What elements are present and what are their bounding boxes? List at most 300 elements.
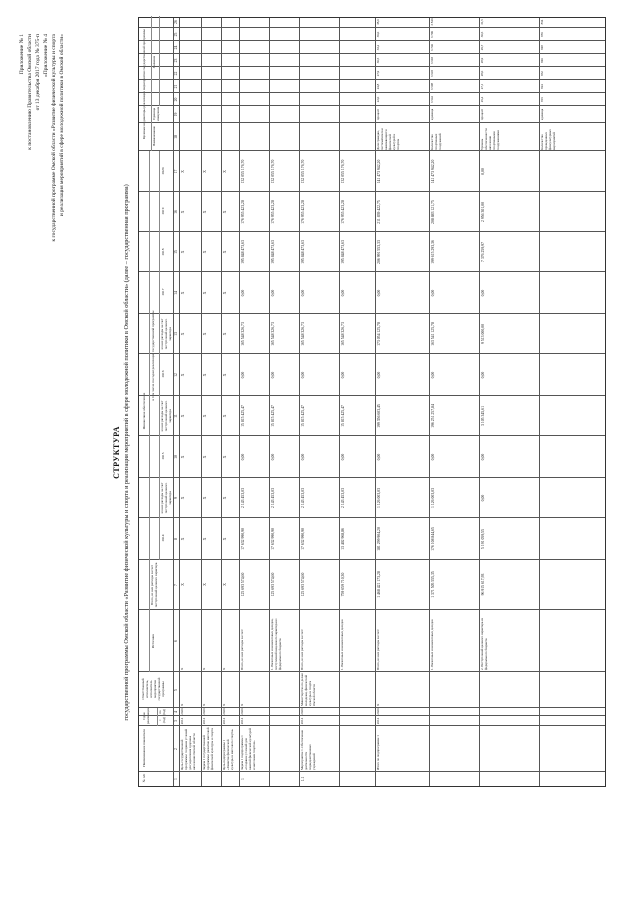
row-year-value: Х bbox=[181, 170, 185, 173]
row-name: Мероприятие 1. Обеспечение деятельности подведомственных учреждений bbox=[300, 729, 316, 770]
column-number: 2 bbox=[174, 748, 178, 750]
column-divider bbox=[139, 191, 605, 192]
indicator-value: 27,1 bbox=[480, 83, 484, 90]
column-divider bbox=[139, 79, 605, 80]
indicator-value: 27,9 bbox=[376, 70, 380, 77]
column-number: 26 bbox=[174, 20, 178, 24]
row-year-value: Х bbox=[203, 170, 207, 173]
row-source: 1. Налоговых и неналоговых доходов bbox=[340, 619, 344, 670]
header-year-2014: 2014 bbox=[161, 534, 165, 542]
row-year-value: 141 473 942,20 bbox=[377, 159, 381, 184]
column-number: 15 bbox=[174, 250, 178, 254]
row-to: 2020 bbox=[300, 708, 304, 715]
row-year-value: 0,00 bbox=[271, 453, 275, 461]
header-ind-value: Значение bbox=[152, 55, 156, 69]
indicator-value: 3 740 bbox=[430, 43, 434, 52]
column-number: 7 bbox=[174, 584, 178, 586]
column-number: 13 bbox=[174, 332, 178, 336]
indicator-unit: единица bbox=[430, 108, 434, 121]
column-divider bbox=[139, 715, 605, 716]
row-year-value: 17 632 990,90 bbox=[271, 528, 275, 550]
row-year-value: Х bbox=[181, 537, 185, 541]
header-indicators: Целевые индикаторы реализации мероприятия государственной программы bbox=[142, 29, 146, 139]
row-year-value: 0,00 bbox=[241, 289, 245, 297]
row-to: 2020 bbox=[376, 708, 380, 715]
column-number: 24 bbox=[174, 45, 178, 50]
row-total: 125 693 574,60 bbox=[301, 572, 305, 597]
indicator-value: 3 598 bbox=[430, 82, 434, 91]
row-num bbox=[223, 773, 238, 785]
row-year-value: Х bbox=[203, 414, 207, 418]
header-num: № п/п bbox=[142, 773, 146, 783]
column-number: 3 bbox=[174, 720, 178, 722]
row-name: Задача 1 подпрограммы 1 «Создание условий для занятий физической культурой и массовым спортом» bbox=[240, 728, 256, 770]
header-subdivider bbox=[149, 151, 150, 672]
row-divider bbox=[269, 18, 270, 786]
row-year-value: 181 299 904,20 bbox=[377, 527, 381, 551]
row-year-value: 165 548 326,73 bbox=[341, 322, 345, 346]
row-name bbox=[341, 727, 374, 770]
indicator-value: 22,0 bbox=[376, 96, 380, 103]
row-year-value: 1 126 003,03 bbox=[377, 488, 381, 508]
row-num bbox=[377, 773, 428, 785]
row-year-value: 0,00 bbox=[481, 453, 485, 461]
row-total: 96 915 617,93 bbox=[481, 573, 485, 596]
row-num bbox=[203, 773, 220, 785]
header-ind-name: Наименование bbox=[152, 126, 156, 146]
column-divider bbox=[139, 395, 605, 396]
row-year-value: 15 815 425,47 bbox=[241, 405, 245, 427]
header-year-2020: 2020 bbox=[161, 167, 165, 175]
row-divider bbox=[221, 18, 222, 786]
column-number: 23 bbox=[174, 58, 178, 63]
row-year-value: 13 402 968,86 bbox=[341, 528, 345, 550]
column-number: 20 bbox=[174, 97, 178, 102]
indicator-value: 33,2 bbox=[376, 44, 380, 51]
row-from: 2014 bbox=[180, 717, 184, 725]
indicator-value: 26,4 bbox=[480, 96, 484, 103]
title-sub: государственной программы Омской области «Развитие физической культуры и спорта и реализация мероприятий в сфере молодежной политики в Омской области» (далее – государственная программа) bbox=[123, 184, 130, 721]
indicator-unit: процент bbox=[480, 108, 484, 121]
row-year-value: 196 251 257,84 bbox=[431, 404, 435, 428]
header-finance: Финансовое обеспечение bbox=[142, 392, 146, 430]
row-year-value: 7 376 259,97 bbox=[481, 242, 485, 262]
row-year-value: 0,00 bbox=[377, 453, 381, 461]
indicator-value: 824 bbox=[540, 84, 544, 89]
row-num bbox=[481, 773, 538, 785]
annex-line: «Приложение № 4 bbox=[43, 34, 49, 78]
row-year-value: 176 955 423,28 bbox=[271, 200, 275, 224]
row-to bbox=[431, 708, 478, 715]
row-year-value: Х bbox=[223, 496, 227, 500]
row-divider bbox=[239, 18, 240, 786]
row-name bbox=[481, 727, 538, 770]
column-divider bbox=[139, 150, 605, 151]
row-num bbox=[341, 773, 374, 785]
header-name: Наименование показателя bbox=[142, 729, 146, 767]
header-year-2017: 2017 bbox=[161, 288, 165, 296]
row-from: 2014 bbox=[202, 717, 206, 725]
column-divider bbox=[139, 517, 605, 518]
document-title bbox=[112, 0, 130, 905]
row-year-value: 165 548 326,73 bbox=[301, 322, 305, 346]
row-num: 1.1 bbox=[301, 776, 305, 782]
row-total: 125 693 574,60 bbox=[271, 572, 275, 597]
row-year-value: 176 955 423,28 bbox=[341, 200, 345, 224]
row-year-value: 1 126 003,03 bbox=[431, 488, 435, 508]
row-year-value: 0,00 bbox=[377, 371, 381, 379]
column-divider bbox=[139, 671, 605, 672]
row-year-value: 15 815 425,47 bbox=[271, 405, 275, 427]
row-year-value: 17 632 990,90 bbox=[301, 528, 305, 550]
row-year-value: 195 848 473,63 bbox=[341, 240, 345, 264]
row-year-value: Х bbox=[203, 332, 207, 336]
row-executor: Х bbox=[180, 703, 184, 706]
row-year-value: 176 108 844,65 bbox=[431, 527, 435, 551]
row-year-value: 15 815 425,47 bbox=[301, 405, 305, 427]
header-term: Срок реализации bbox=[142, 707, 150, 724]
structure-table bbox=[138, 17, 606, 787]
annex-line: и реализация мероприятий в сфере молодежной политики в Омской области» bbox=[59, 34, 65, 217]
header-target-2014: из них расходы за счет поступлений целевого характера bbox=[160, 482, 172, 514]
header-target-2015: из них расходы за счет поступлений целевого характера bbox=[160, 400, 172, 432]
row-year-value: Х bbox=[223, 414, 227, 418]
column-number: 5 bbox=[174, 689, 178, 691]
row-total: 125 693 574,60 bbox=[241, 572, 245, 597]
header-divider bbox=[179, 18, 180, 786]
indicator-value: 36,0 bbox=[376, 31, 380, 38]
header-year-2015: 2015 bbox=[161, 452, 165, 460]
row-year-value: 0,00 bbox=[301, 371, 305, 379]
column-divider bbox=[139, 435, 605, 436]
column-divider bbox=[139, 66, 605, 67]
indicator-value: 3 840 bbox=[430, 18, 434, 26]
header-from: с (год) bbox=[158, 716, 166, 724]
row-year-value: 0,00 bbox=[241, 371, 245, 379]
title-main: СТРУКТУРА bbox=[112, 426, 121, 479]
row-year-value: Х bbox=[181, 414, 185, 418]
row-name bbox=[271, 727, 298, 770]
row-year-value: Х bbox=[223, 291, 227, 295]
row-year-value: 0,00 bbox=[481, 289, 485, 297]
indicator-value: 3 693 bbox=[430, 56, 434, 65]
row-year-value: 2 143 453,03 bbox=[241, 488, 245, 508]
row-name: Задача 1 государственной программы: развитие массовой физической культуры и спорта bbox=[202, 727, 214, 770]
row-year-value: 165 548 326,73 bbox=[271, 322, 275, 346]
column-number: 6 bbox=[174, 640, 178, 642]
row-total: 759 659 710,30 bbox=[341, 572, 345, 597]
row-year-value: Х bbox=[223, 332, 227, 336]
row-executor: Х bbox=[202, 703, 206, 706]
column-number: 9 bbox=[174, 497, 178, 499]
row-year-value: 176 955 423,28 bbox=[241, 200, 245, 224]
row-year-value: Х bbox=[181, 496, 185, 500]
column-divider bbox=[139, 353, 605, 354]
row-executor bbox=[431, 673, 478, 706]
row-year-value: 0,00 bbox=[301, 289, 305, 297]
row-year-value: 132 055 176,70 bbox=[241, 159, 245, 184]
row-year-value: 176 955 423,28 bbox=[301, 200, 305, 224]
indicator-value: 30,6 bbox=[480, 31, 484, 38]
indicator-value: 38,0 bbox=[376, 19, 380, 25]
row-num bbox=[431, 773, 478, 785]
row-executor: Х bbox=[240, 703, 244, 706]
row-year-value: 141 473 942,20 bbox=[431, 159, 435, 184]
header-target-2016: из них расходы за счет поступлений целевого характера bbox=[160, 318, 172, 350]
annex-line: к постановлению Правительства Омской области bbox=[27, 34, 33, 150]
row-executor bbox=[481, 673, 538, 706]
row-year-value: 2 143 453,03 bbox=[301, 488, 305, 508]
column-number: 11 bbox=[174, 414, 178, 418]
row-executor bbox=[341, 673, 374, 706]
row-year-value: Х bbox=[223, 373, 227, 377]
row-to: 2020 bbox=[180, 708, 184, 715]
row-source: 1. Налоговых и неналоговых доходов, поступлений нецелевого характера из федерального бюджета bbox=[270, 618, 282, 670]
row-year-value: 163 541 125,78 bbox=[431, 322, 435, 346]
row-year-value: Х bbox=[223, 170, 227, 173]
row-from bbox=[431, 717, 478, 725]
row-year-value: 0,00 bbox=[431, 371, 435, 379]
column-number: 14 bbox=[174, 291, 178, 295]
row-year-value: 0,00 bbox=[271, 371, 275, 379]
column-divider bbox=[139, 53, 605, 54]
indicator-value: 28,9 bbox=[480, 57, 484, 64]
row-year-value: 0,00 bbox=[301, 453, 305, 461]
header-subdivider bbox=[157, 708, 158, 726]
column-divider bbox=[139, 271, 605, 272]
row-year-value: Х bbox=[181, 332, 185, 336]
header-ind-unit: Единица измерения bbox=[152, 106, 160, 122]
column-divider bbox=[139, 313, 605, 314]
column-divider bbox=[139, 477, 605, 478]
row-to bbox=[341, 708, 374, 715]
header-executor: Ответственный исполнитель, исполнитель мероприятия государственной программы bbox=[141, 677, 165, 701]
row-executor bbox=[271, 673, 298, 706]
column-divider bbox=[139, 771, 605, 772]
row-year-value: 9 513 000,00 bbox=[481, 324, 485, 344]
row-source: Всего, из них расходы за счет: bbox=[240, 628, 244, 670]
header-to: по (год) bbox=[158, 708, 166, 716]
row-divider bbox=[339, 18, 340, 786]
annex-block bbox=[18, 34, 66, 454]
column-number: 1 bbox=[174, 778, 178, 780]
indicator-value: 3 542 bbox=[430, 95, 434, 104]
row-executor: Министерство по делам молодежи, физической культуры и спорта Омской области bbox=[300, 673, 316, 706]
column-number: 19 bbox=[174, 112, 178, 117]
row-num bbox=[181, 773, 200, 785]
column-number: 4 bbox=[174, 711, 178, 713]
indicator-value: 24,8 bbox=[376, 83, 380, 90]
column-divider bbox=[139, 559, 605, 560]
indicator-unit: единица bbox=[540, 108, 544, 121]
column-divider bbox=[139, 122, 605, 123]
row-name: Цель государственной программы: создание условий для укрепления здоровья населения Омской области bbox=[180, 728, 196, 770]
row-total: 1 371 505 555,35 bbox=[431, 571, 435, 598]
column-number: 17 bbox=[174, 169, 178, 174]
row-year-value: Х bbox=[203, 210, 207, 214]
annex-line: Приложение № 1 bbox=[19, 34, 25, 75]
row-year-value: Х bbox=[203, 291, 207, 295]
row-year-value: 0,00 bbox=[481, 371, 485, 379]
column-divider bbox=[139, 27, 605, 28]
row-source: Всего, из них расходы за счет: bbox=[300, 628, 304, 670]
row-divider bbox=[479, 18, 480, 786]
row-year-value: 0,00 bbox=[271, 289, 275, 297]
indicator-value: 28,0 bbox=[480, 70, 484, 77]
row-year-value: 0,00 bbox=[431, 289, 435, 297]
row-year-value: Х bbox=[181, 373, 185, 377]
column-divider bbox=[139, 40, 605, 41]
header-subdivider bbox=[151, 16, 152, 151]
row-source: Х bbox=[222, 667, 226, 670]
column-divider bbox=[139, 609, 605, 610]
header-subdivider bbox=[159, 16, 160, 106]
row-year-value: 3 105 345,61 bbox=[481, 406, 485, 426]
row-num bbox=[271, 773, 298, 785]
indicator-value: 856 bbox=[540, 32, 544, 37]
row-total: Х bbox=[203, 583, 207, 586]
indicator-value: 864 bbox=[540, 19, 544, 25]
row-total: 1 468 421 173,28 bbox=[377, 571, 381, 598]
row-total: Х bbox=[181, 583, 185, 586]
row-year-value: 0,00 bbox=[341, 453, 345, 461]
row-to bbox=[271, 708, 298, 715]
column-number: 10 bbox=[174, 455, 178, 459]
header-year-2018: 2018 bbox=[161, 248, 165, 256]
indicator-value: 840 bbox=[540, 58, 544, 63]
row-year-value: Х bbox=[203, 250, 207, 254]
row-year-value: 173 054 125,78 bbox=[377, 322, 381, 346]
header-year-2019: 2019 bbox=[161, 207, 165, 215]
row-divider bbox=[299, 18, 300, 786]
header-divider bbox=[173, 18, 174, 786]
row-year-value: Х bbox=[181, 210, 185, 214]
header-total: Всего, из них расходы за счет поступлений целевого характера bbox=[150, 562, 158, 608]
row-from: 2014 bbox=[300, 717, 304, 725]
indicator-value: 30,5 bbox=[376, 57, 380, 64]
row-year-value: 2 143 453,03 bbox=[341, 488, 345, 508]
row-year-value: Х bbox=[223, 455, 227, 459]
annex-line: от 13 декабря 2017 года № 375-п bbox=[35, 34, 41, 111]
column-divider bbox=[139, 231, 605, 232]
row-year-value: 195 848 473,63 bbox=[271, 240, 275, 264]
row-year-value: 199 356 603,45 bbox=[377, 404, 381, 428]
row-name: Итого по подпрограмме 1 bbox=[376, 735, 380, 770]
indicator-unit: процент bbox=[376, 108, 380, 121]
indicator-value: 832 bbox=[540, 71, 544, 76]
row-year-value: 132 055 176,70 bbox=[271, 159, 275, 184]
row-from: 2014 bbox=[376, 717, 380, 725]
indicator-name: Уровень обеспеченности населения спортивными сооружениями bbox=[480, 128, 500, 150]
column-number: 16 bbox=[174, 210, 178, 214]
row-executor: Х bbox=[376, 703, 380, 706]
row-num: 1 bbox=[241, 778, 245, 780]
header-source: Источник bbox=[151, 634, 155, 648]
column-number: 18 bbox=[174, 135, 178, 139]
row-from bbox=[271, 717, 298, 725]
row-year-value: Х bbox=[203, 496, 207, 500]
indicator-name: Количество спортивных сооружений bbox=[430, 133, 442, 150]
row-year-value: Х bbox=[223, 537, 227, 541]
row-year-value: 0,00 bbox=[431, 453, 435, 461]
row-year-value: Х bbox=[223, 210, 227, 214]
column-number: 22 bbox=[174, 71, 178, 76]
row-year-value: Х bbox=[181, 250, 185, 254]
indicator-name: Доля граждан, систематически занимающихся физической культурой и спортом bbox=[376, 128, 400, 150]
row-year-value: 0,00 bbox=[241, 453, 245, 461]
header-by-years: в том числе по годам реализации государственной программы bbox=[151, 310, 155, 401]
row-year-value: 2 143 453,03 bbox=[271, 488, 275, 508]
indicator-value: 848 bbox=[540, 45, 544, 50]
indicator-value: 29,7 bbox=[480, 44, 484, 51]
indicator-value: 3 790 bbox=[430, 30, 434, 39]
row-year-value: 132 055 176,70 bbox=[301, 159, 305, 184]
row-name: Цель подпрограммы 1 «Развитие физической культуры и массового спорта» bbox=[222, 728, 234, 770]
row-year-value: Х bbox=[203, 455, 207, 459]
row-year-value: 208 883 121,75 bbox=[431, 200, 435, 224]
row-executor: Х bbox=[222, 703, 226, 706]
row-year-value: 0,00 bbox=[481, 494, 485, 502]
row-year-value: 0,00 bbox=[341, 371, 345, 379]
indicator-value: 816 bbox=[540, 97, 544, 102]
row-year-value: 2 956 301,00 bbox=[481, 202, 485, 222]
row-year-value: 206 991 553,33 bbox=[377, 240, 381, 264]
indicator-value: 31,5 bbox=[480, 19, 484, 25]
header-subdivider bbox=[159, 151, 160, 560]
row-year-value: 132 055 176,70 bbox=[341, 159, 345, 184]
row-year-value: Х bbox=[203, 373, 207, 377]
row-from bbox=[481, 717, 538, 725]
row-year-value: Х bbox=[223, 250, 227, 254]
row-year-value: 15 815 425,47 bbox=[341, 405, 345, 427]
row-year-value: 165 548 326,73 bbox=[241, 322, 245, 346]
column-divider bbox=[139, 92, 605, 93]
row-to: 2020 bbox=[202, 708, 206, 715]
row-year-value: 199 615 293,36 bbox=[431, 240, 435, 264]
annex-line: к государственной программе Омской области «Развитие физической культуры и спорта bbox=[51, 34, 57, 242]
row-year-value: 5 191 059,55 bbox=[481, 529, 485, 549]
row-source: Х bbox=[180, 667, 184, 670]
row-from bbox=[341, 717, 374, 725]
row-from: 2014 bbox=[240, 717, 244, 725]
column-number: 25 bbox=[174, 32, 178, 37]
row-to: 2020 bbox=[222, 708, 226, 715]
row-year-value: Х bbox=[181, 455, 185, 459]
row-year-value: 0,00 bbox=[341, 289, 345, 297]
row-year-value: Х bbox=[203, 537, 207, 541]
row-source: 1. Налоговых и неналоговых доходов bbox=[430, 619, 434, 670]
row-source: Всего, из них расходы за счет: bbox=[376, 628, 380, 670]
row-source: 2. Поступлений целевого характера из федерального бюджета bbox=[480, 617, 488, 670]
row-divider bbox=[201, 18, 202, 786]
row-year-value: 211 839 422,75 bbox=[377, 200, 381, 224]
column-divider bbox=[139, 105, 605, 106]
row-year-value: 0,00 bbox=[377, 289, 381, 297]
indicator-value: 3 645 bbox=[430, 69, 434, 78]
row-source: Х bbox=[202, 667, 206, 670]
column-number: 12 bbox=[174, 373, 178, 377]
column-divider bbox=[139, 725, 605, 726]
row-year-value: 17 632 990,90 bbox=[241, 528, 245, 550]
row-from: 2014 bbox=[222, 717, 226, 725]
row-total: Х bbox=[223, 583, 227, 586]
row-year-value: 0,00 bbox=[481, 168, 485, 175]
header-year-2016: 2016 bbox=[161, 370, 165, 378]
column-number: 8 bbox=[174, 538, 178, 540]
row-year-value: 195 848 473,63 bbox=[241, 240, 245, 264]
indicator-name: Количество проведенных физкультурных мероприятий bbox=[540, 129, 556, 150]
row-year-value: 195 848 473,63 bbox=[301, 240, 305, 264]
